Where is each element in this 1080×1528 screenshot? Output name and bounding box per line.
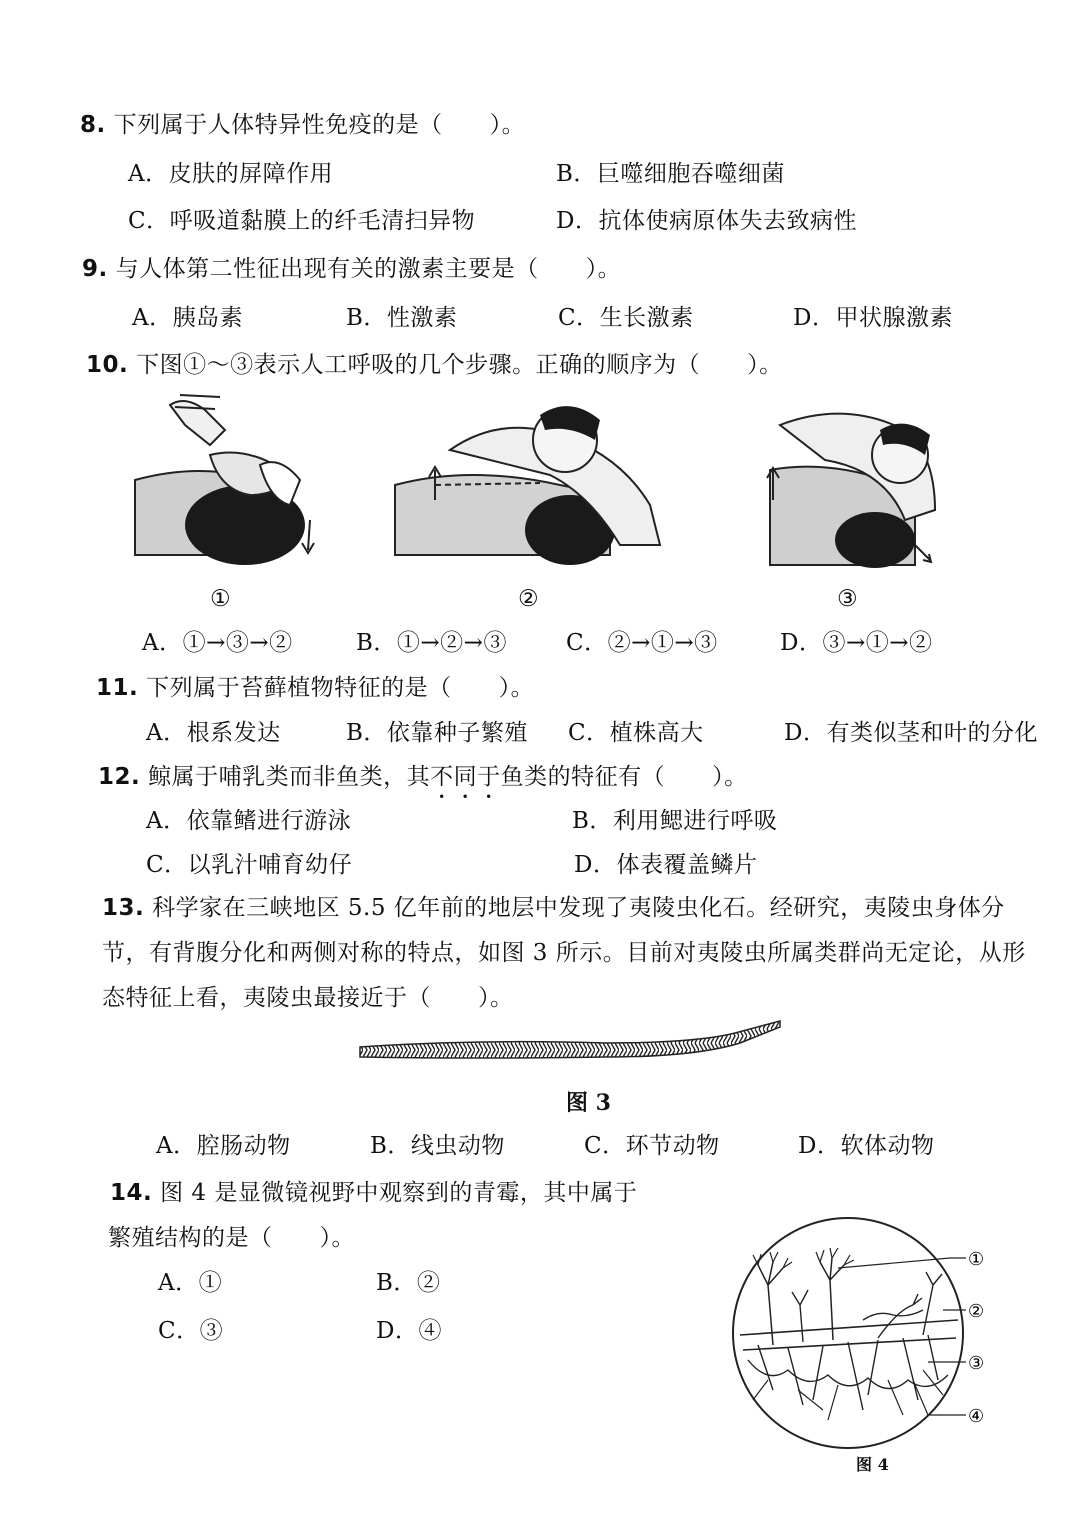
question-number: 9.	[82, 256, 108, 282]
penicillium-label-2: ②	[968, 1301, 985, 1322]
yiling-worm-fossil-figure	[355, 1015, 785, 1070]
q12-option-d: D．体表覆盖鳞片	[574, 852, 758, 878]
figure-3-caption: 图 3	[566, 1090, 611, 1116]
q14-option-c: C．③	[158, 1318, 224, 1344]
q12-option-c: C．以乳汁哺育幼仔	[146, 852, 353, 878]
question-14-stem-line-1	[110, 1178, 637, 1208]
question-11-stem	[96, 673, 534, 703]
question-12-stem	[98, 762, 748, 804]
question-number: 12.	[98, 764, 141, 790]
figure-label-3: ③	[837, 586, 859, 612]
cpr-step-1-figure	[130, 385, 320, 575]
q11-option-b: B．依靠种子繁殖	[346, 720, 528, 746]
cpr-step-2-figure	[390, 395, 670, 575]
question-number: 10.	[86, 352, 129, 378]
q8-option-a: A．皮肤的屏障作用	[128, 161, 334, 187]
question-number: 8.	[80, 112, 106, 138]
penicillium-microscope-figure	[728, 1210, 998, 1460]
q9-option-c: C．生长激素	[558, 305, 694, 331]
q12-option-b: B．利用鳃进行呼吸	[572, 808, 778, 834]
question-number: 14.	[110, 1180, 153, 1206]
q11-option-d: D．有类似茎和叶的分化	[784, 720, 1038, 746]
q8-option-c: C．呼吸道黏膜上的纤毛清扫异物	[128, 208, 476, 234]
question-text-post: 鱼类的特征有（ ）。	[500, 764, 748, 790]
question-9-stem	[82, 254, 621, 284]
question-text: 科学家在三峡地区 5.5 亿年前的地层中发现了夷陵虫化石。经研究，夷陵虫身体分	[152, 895, 1005, 921]
q14-option-d: D．④	[376, 1318, 442, 1344]
q10-option-a: A．①→③→②	[142, 630, 293, 656]
question-10-stem	[86, 350, 783, 380]
question-number: 13.	[102, 895, 145, 921]
q8-option-b: B．巨噬细胞吞噬细菌	[556, 161, 785, 187]
penicillium-label-1: ①	[968, 1249, 985, 1270]
q12-option-a: A．依靠鳍进行游泳	[146, 808, 352, 834]
penicillium-label-4: ④	[968, 1406, 985, 1427]
q14-option-a: A．①	[158, 1270, 223, 1296]
q13-option-a: A．腔肠动物	[156, 1133, 291, 1159]
q13-option-d: D．软体动物	[798, 1133, 935, 1159]
figure-4-caption: 图 4	[856, 1455, 889, 1474]
q13-option-b: B．线虫动物	[370, 1133, 505, 1159]
question-13-stem-line-2: 节，有背腹分化和两侧对称的特点，如图 3 所示。目前对夷陵虫所属类群尚无定论，从形	[102, 940, 1026, 966]
q10-option-b: B．①→②→③	[356, 630, 507, 656]
q8-option-d: D．抗体使病原体失去致病性	[556, 208, 857, 234]
question-text: 下列属于苔藓植物特征的是（ ）。	[146, 675, 535, 701]
question-13-stem-line-3: 态特征上看，夷陵虫最接近于（ ）。	[102, 985, 514, 1011]
question-text: 下列属于人体特异性免疫的是（ ）。	[113, 112, 526, 138]
figure-label-1: ①	[210, 586, 232, 612]
question-8-stem	[80, 110, 525, 140]
q14-option-b: B．②	[376, 1270, 441, 1296]
question-text: 与人体第二性征出现有关的激素主要是（ ）。	[115, 256, 622, 282]
question-number: 11.	[96, 675, 139, 701]
q11-option-c: C．植株高大	[568, 720, 704, 746]
question-14-stem-line-2: 繁殖结构的是（ ）。	[108, 1225, 355, 1251]
question-text: 下图①～③表示人工呼吸的几个步骤。正确的顺序为（ ）。	[136, 352, 783, 378]
question-text-emphasis: 不同于	[430, 764, 501, 790]
q9-option-a: A．胰岛素	[132, 305, 244, 331]
q13-option-c: C．环节动物	[584, 1133, 720, 1159]
figure-label-2: ②	[518, 586, 540, 612]
q10-option-c: C．②→①→③	[566, 630, 718, 656]
question-text-pre: 鲸属于哺乳类而非鱼类，其	[148, 764, 431, 790]
question-text: 图 4 是显微镜视野中观察到的青霉，其中属于	[160, 1180, 638, 1206]
question-13-stem-line-1	[102, 893, 1005, 923]
q9-option-d: D．甲状腺激素	[793, 305, 953, 331]
cpr-step-3-figure	[765, 400, 945, 575]
q10-option-d: D．③→①→②	[780, 630, 933, 656]
penicillium-label-3: ③	[968, 1353, 985, 1374]
q9-option-b: B．性激素	[346, 305, 458, 331]
q11-option-a: A．根系发达	[146, 720, 281, 746]
